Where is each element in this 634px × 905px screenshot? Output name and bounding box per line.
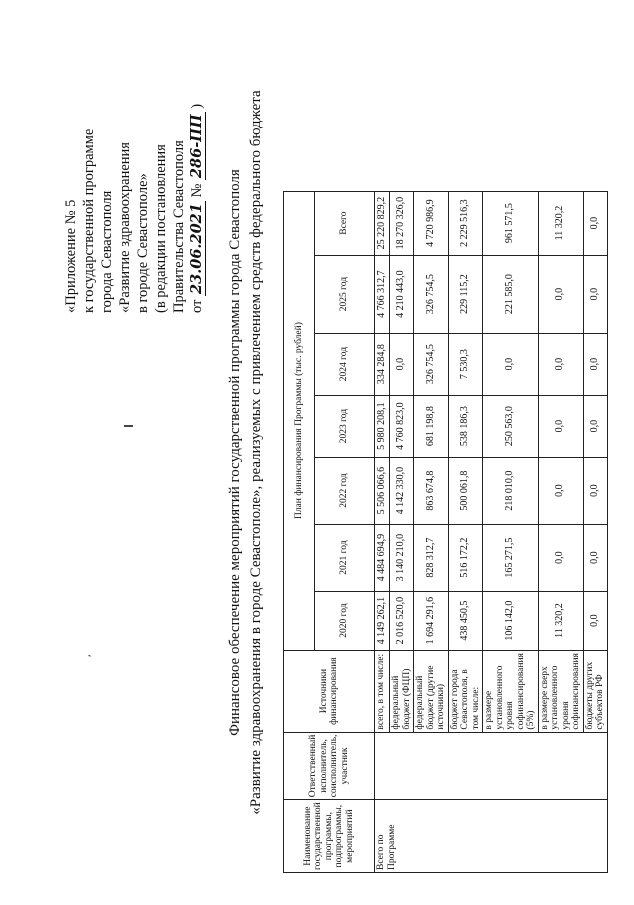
value-cell: 4 720 986,9 bbox=[414, 191, 449, 255]
value-cell: 863 674,8 bbox=[414, 457, 449, 524]
header-plan: План финансирования Программы (тыс. рублей) bbox=[284, 191, 315, 650]
header-year: 2023 год bbox=[315, 395, 375, 457]
value-cell: 250 563,0 bbox=[483, 395, 539, 457]
header-year: 2020 год bbox=[315, 591, 375, 650]
financing-table bbox=[283, 191, 608, 873]
value-cell: 0,0 bbox=[538, 333, 583, 395]
appendix-line: Правительства Севастополя bbox=[171, 140, 187, 313]
value-cell: 221 585,0 bbox=[483, 255, 539, 333]
value-cell: 326 754,5 bbox=[414, 333, 449, 395]
number-prefix: № bbox=[189, 183, 205, 198]
value-cell: 326 754,5 bbox=[414, 255, 449, 333]
title-line-1: Финансовое обеспечение мероприятий государственной программы города Севастополя bbox=[227, 169, 243, 736]
source-cell: бюджеты других субъектов РФ bbox=[583, 650, 607, 732]
financing-table-wrap bbox=[283, 191, 608, 873]
value-cell: 18 270 326,0 bbox=[390, 191, 414, 255]
value-cell: 4 766 312,7 bbox=[375, 255, 390, 333]
appendix-line: к государственной программе bbox=[81, 128, 97, 313]
value-cell: 0,0 bbox=[583, 395, 607, 457]
value-cell: 2 229 516,3 bbox=[448, 191, 483, 255]
value-cell: 11 320,2 bbox=[538, 591, 583, 650]
value-cell: 5 506 066,6 bbox=[375, 457, 390, 524]
header-total: Всего bbox=[315, 191, 375, 255]
header-source: Источники финансирования bbox=[284, 650, 375, 732]
table-row bbox=[375, 191, 390, 872]
value-cell: 0,0 bbox=[390, 333, 414, 395]
source-cell: в размере сверх установленного уровня софинансирования bbox=[538, 650, 583, 732]
value-cell: 0,0 bbox=[538, 524, 583, 591]
appendix-line: «Приложение № 5 bbox=[63, 199, 79, 313]
value-cell: 1 694 291,6 bbox=[414, 591, 449, 650]
value-cell: 0,0 bbox=[583, 333, 607, 395]
closing-paren: ) bbox=[189, 103, 205, 109]
value-cell: 2 016 520,0 bbox=[390, 591, 414, 650]
header-executor: Ответственный исполнитель, соисполнитель, участник bbox=[284, 732, 375, 800]
appendix-line: города Севастополя bbox=[99, 190, 115, 313]
value-cell: 229 115,2 bbox=[448, 255, 483, 333]
value-cell: 0,0 bbox=[538, 457, 583, 524]
scan-dash-mark bbox=[124, 425, 133, 427]
value-cell: 0,0 bbox=[583, 591, 607, 650]
value-cell: 4 142 330,0 bbox=[390, 457, 414, 524]
value-cell: 0,0 bbox=[583, 457, 607, 524]
source-cell: федеральный бюджет (ФЦП) bbox=[390, 650, 414, 732]
appendix-line: (в редакции постановления bbox=[153, 144, 169, 313]
appendix-block bbox=[62, 13, 206, 313]
value-cell: 25 220 829,2 bbox=[375, 191, 390, 255]
value-cell: 500 061,8 bbox=[448, 457, 483, 524]
value-cell: 165 271,5 bbox=[483, 524, 539, 591]
value-cell: 828 312,7 bbox=[414, 524, 449, 591]
value-cell: 438 450,5 bbox=[448, 591, 483, 650]
value-cell: 538 186,3 bbox=[448, 395, 483, 457]
value-cell: 218 010,0 bbox=[483, 457, 539, 524]
appendix-line: в городе Севастополе» bbox=[135, 173, 151, 313]
value-cell: 334 284,8 bbox=[375, 333, 390, 395]
value-cell: 4 210 443,0 bbox=[390, 255, 414, 333]
value-cell: 961 571,5 bbox=[483, 191, 539, 255]
value-cell: 516 172,2 bbox=[448, 524, 483, 591]
title-line-2: «Развитие здравоохранения в городе Севастополе», реализуемых с привлечением средств федерального бюджета bbox=[248, 90, 264, 815]
value-cell: 0,0 bbox=[583, 191, 607, 255]
value-cell: 4 149 262,1 bbox=[375, 591, 390, 650]
value-cell: 0,0 bbox=[583, 524, 607, 591]
appendix-line: «Развитие здравоохранения bbox=[117, 142, 133, 313]
source-cell: всего, в том числе: bbox=[375, 650, 390, 732]
header-name: Наименование государственной программы, подпрограммы, мероприятий bbox=[284, 800, 375, 873]
value-cell: 7 530,3 bbox=[448, 333, 483, 395]
value-cell: 4 760 823,0 bbox=[390, 395, 414, 457]
header-year: 2024 год bbox=[315, 333, 375, 395]
date-prefix: от bbox=[189, 299, 205, 313]
header-year: 2022 год bbox=[315, 457, 375, 524]
document-title bbox=[225, 0, 267, 905]
source-cell: бюджет города Севастополя, в том числе: bbox=[448, 650, 483, 732]
value-cell: 3 140 210,0 bbox=[390, 524, 414, 591]
value-cell: 5 980 208,1 bbox=[375, 395, 390, 457]
value-cell: 681 198,8 bbox=[414, 395, 449, 457]
scan-mark-icon: ′ bbox=[85, 654, 99, 657]
appendix-date-line bbox=[188, 13, 206, 313]
handwritten-date: 23.06.2021 bbox=[188, 203, 205, 294]
value-cell: 11 320,2 bbox=[538, 191, 583, 255]
handwritten-number: 286-ПП bbox=[188, 114, 205, 179]
value-cell: 4 484 694,9 bbox=[375, 524, 390, 591]
source-cell: федеральный бюджет (другие источники) bbox=[414, 650, 449, 732]
value-cell: 106 142,0 bbox=[483, 591, 539, 650]
value-cell: 0,0 bbox=[538, 255, 583, 333]
source-cell: в размере установленного уровня софинансирования (5%) bbox=[483, 650, 539, 732]
executor-cell bbox=[375, 732, 608, 800]
program-name-cell: Всего по Программе bbox=[375, 800, 608, 873]
header-year: 2021 год bbox=[315, 524, 375, 591]
value-cell: 0,0 bbox=[483, 333, 539, 395]
header-year: 2025 год bbox=[315, 255, 375, 333]
value-cell: 0,0 bbox=[538, 395, 583, 457]
value-cell: 0,0 bbox=[583, 255, 607, 333]
